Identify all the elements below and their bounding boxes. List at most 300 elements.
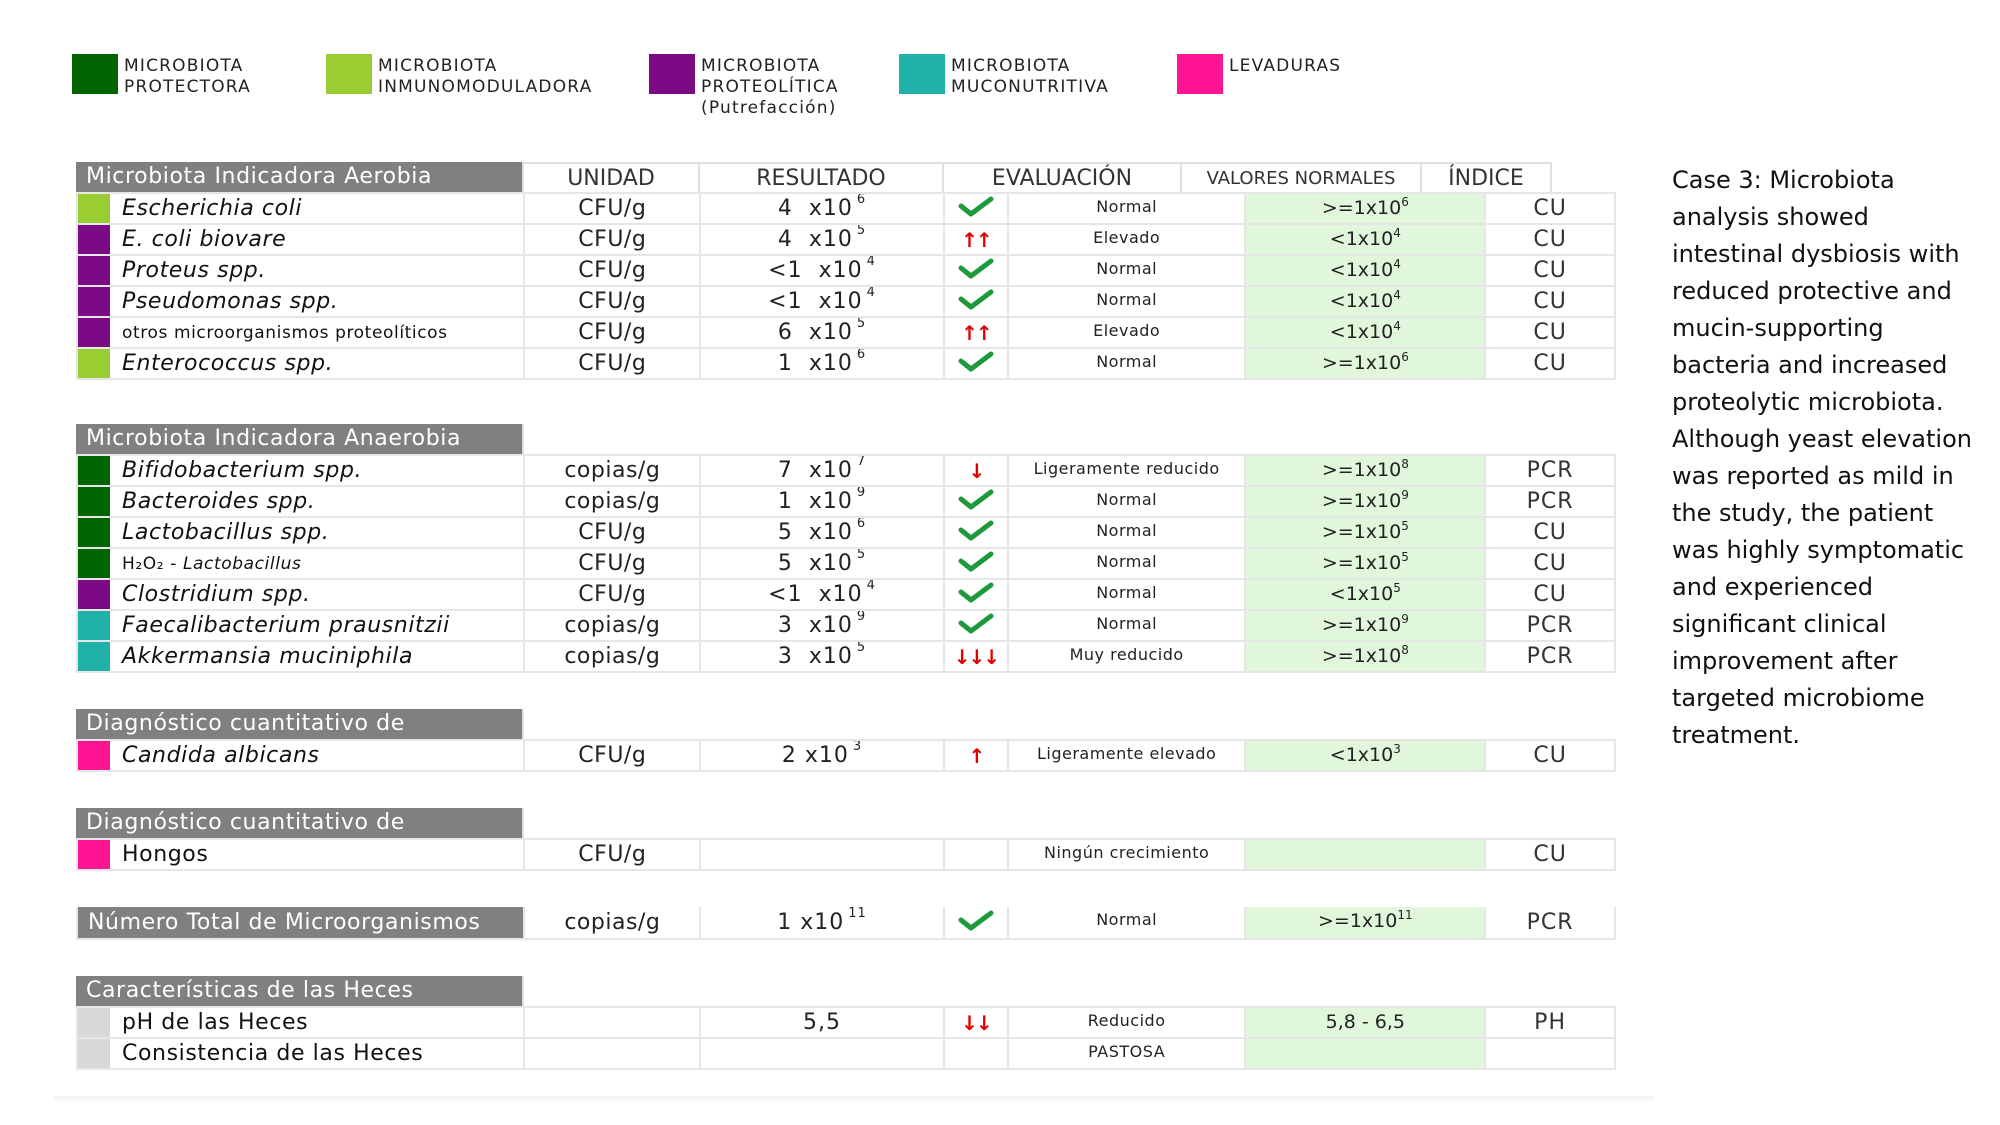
- normal-value: >=1x10: [1321, 614, 1402, 636]
- normal-exponent: 6: [1401, 195, 1409, 209]
- unit-cell: CFU/g: [525, 225, 701, 254]
- index-cell: CU: [1486, 580, 1616, 609]
- status-icon-cell: [945, 287, 1009, 316]
- legend-label: MICROBIOTA INMUNOMODULADORA: [378, 56, 593, 97]
- section-title: Características de las Heces: [76, 976, 524, 1006]
- result-exponent: 6: [856, 194, 867, 207]
- index-cell: CU: [1486, 318, 1616, 347]
- normal-value: >=1x10: [1321, 645, 1402, 667]
- status-icon-cell: [945, 349, 1009, 378]
- organism-cell: [78, 518, 525, 547]
- index-cell: CU: [1486, 549, 1616, 578]
- organism-name-part: Proteus spp.: [122, 258, 266, 283]
- evaluation-cell: Normal: [1009, 287, 1247, 316]
- section-gap: [76, 772, 1616, 808]
- organism-cell: [78, 907, 525, 938]
- normal-exponent: 4: [1393, 288, 1401, 302]
- normal-value: >=1x10: [1321, 197, 1402, 219]
- result-cell: [701, 518, 945, 547]
- status-icon-cell: [945, 1039, 1009, 1068]
- organism-name-part: Hongos: [122, 842, 209, 867]
- normal-exponent: 9: [1401, 612, 1409, 626]
- category-swatch: [78, 580, 110, 609]
- result-cell: [701, 287, 945, 316]
- category-swatch: [78, 194, 110, 223]
- result-value: [768, 582, 876, 607]
- unit-cell: CFU/g: [525, 287, 701, 316]
- table-row: [76, 285, 1616, 316]
- result-cell: [701, 611, 945, 640]
- table-row: [76, 192, 1616, 223]
- status-icon-cell: [945, 225, 1009, 254]
- status-icon-cell: [945, 256, 1009, 285]
- result-cell: [701, 225, 945, 254]
- index-cell: PCR: [1486, 642, 1616, 671]
- table-row: [76, 254, 1616, 285]
- normal-exponent: 5: [1393, 581, 1401, 595]
- result-mantissa: <1 x10: [768, 289, 863, 314]
- index-cell: PCR: [1486, 907, 1616, 938]
- section-header: [76, 976, 1616, 1006]
- legend-swatch: [649, 54, 695, 94]
- column-header-unit: UNIDAD: [524, 162, 700, 192]
- evaluation-cell: Normal: [1009, 349, 1247, 378]
- checkmark-icon: [958, 581, 994, 609]
- normal-values-cell: [1246, 741, 1486, 770]
- organism-name-part: Clostridium spp.: [122, 582, 311, 607]
- result-cell: [701, 549, 945, 578]
- table-row: [76, 223, 1616, 254]
- organism-name-part: Número Total de Microorganismos: [88, 910, 481, 935]
- status-icon-cell: [945, 642, 1009, 671]
- normal-values-cell: [1246, 194, 1486, 223]
- result-exponent: 4: [866, 256, 876, 269]
- result-cell: [701, 1039, 945, 1068]
- table-row: [76, 516, 1616, 547]
- evaluation-cell: Normal: [1009, 194, 1247, 223]
- organism-name: [122, 489, 315, 514]
- legend-label: LEVADURAS: [1229, 56, 1342, 76]
- organism-cell: [78, 318, 525, 347]
- normal-value: >=1x10: [1318, 910, 1398, 932]
- result-value: [803, 1010, 841, 1035]
- legend-item: [899, 54, 1109, 98]
- status-icon-cell: [945, 549, 1009, 578]
- index-cell: [1486, 1039, 1616, 1068]
- result-exponent: 5: [856, 549, 867, 562]
- section-header: [76, 808, 1616, 838]
- unit-cell: CFU/g: [525, 349, 701, 378]
- normal-value: >=1x10: [1321, 521, 1402, 543]
- arrow-down-icon: ↓: [968, 458, 984, 483]
- result-value: [778, 644, 866, 669]
- organism-name-part: pH de las Heces: [122, 1010, 309, 1035]
- unit-cell: copias/g: [525, 611, 701, 640]
- table-row: [76, 838, 1616, 871]
- result-value: [782, 743, 862, 768]
- table-row: [76, 640, 1616, 673]
- normal-exponent: 5: [1401, 550, 1409, 564]
- microbiota-report-table: [76, 162, 1616, 1070]
- table-row: [76, 609, 1616, 640]
- status-icon-cell: [945, 318, 1009, 347]
- status-icon-cell: [945, 907, 1009, 938]
- organism-name-part: Bacteroides spp.: [122, 489, 316, 514]
- normal-values-cell: [1246, 456, 1486, 485]
- organism-name: [122, 289, 338, 314]
- organism-name: [122, 258, 266, 283]
- result-value: [778, 520, 866, 545]
- organism-name: [122, 842, 208, 867]
- result-cell: [701, 349, 945, 378]
- evaluation-cell: Normal: [1009, 518, 1247, 547]
- result-exponent: 4: [866, 580, 876, 593]
- result-mantissa: 2 x10: [781, 743, 849, 768]
- evaluation-cell: Ligeramente elevado: [1009, 741, 1247, 770]
- table-row: [76, 739, 1616, 772]
- normal-exponent: 4: [1393, 257, 1401, 271]
- organism-name: [122, 458, 362, 483]
- result-value: [778, 351, 866, 376]
- result-mantissa: <1 x10: [768, 258, 863, 283]
- category-swatch: [78, 318, 110, 347]
- normal-values-cell: [1246, 840, 1486, 869]
- result-exponent: 11: [848, 907, 867, 921]
- normal-values-cell: [1246, 318, 1486, 347]
- normal-values-cell: [1246, 487, 1486, 516]
- organism-name: [122, 613, 450, 638]
- status-icon-cell: [945, 456, 1009, 485]
- legend-swatch: [899, 54, 945, 94]
- report-section: [76, 162, 1616, 380]
- table-row: [76, 485, 1616, 516]
- result-value: [778, 227, 866, 252]
- result-value: [778, 613, 866, 638]
- double-arrow-up-icon: ↑↑: [961, 227, 991, 252]
- result-cell: [701, 840, 945, 869]
- table-row: [76, 1037, 1616, 1070]
- organism-name: [78, 910, 481, 935]
- result-cell: [701, 642, 945, 671]
- result-mantissa: 6 x10: [777, 320, 853, 345]
- normal-value: >=1x10: [1321, 459, 1402, 481]
- unit-cell: [525, 1039, 701, 1068]
- normal-values-cell: [1246, 611, 1486, 640]
- unit-cell: CFU/g: [525, 840, 701, 869]
- figure-caption: Case 3: Microbiota analysis showed intestinal dysbiosis with reduced protective and mucin-supporting bacteria and increased proteolytic microbiota. Although yeast elevation was reported as mild in the study, the patient was highly symptomatic and experienced significant clinical improvement after targeted microbiome treatment.: [1672, 166, 1972, 749]
- table-row: [76, 316, 1616, 347]
- organism-name: [122, 743, 320, 768]
- organism-cell: [78, 1008, 525, 1037]
- index-cell: PCR: [1486, 487, 1616, 516]
- evaluation-cell: PASTOSA: [1009, 1039, 1247, 1068]
- normal-value: >=1x10: [1321, 552, 1402, 574]
- checkmark-icon: [958, 909, 994, 937]
- index-cell: CU: [1486, 194, 1616, 223]
- section-gap: [76, 380, 1616, 424]
- total-section: [76, 907, 1616, 940]
- index-cell: PH: [1486, 1008, 1616, 1037]
- result-mantissa: 3 x10: [777, 613, 853, 638]
- result-cell: [701, 741, 945, 770]
- organism-cell: [78, 642, 525, 671]
- normal-value: >=1x10: [1321, 352, 1402, 374]
- normal-exponent: 9: [1401, 488, 1409, 502]
- result-cell: [701, 318, 945, 347]
- unit-cell: copias/g: [525, 642, 701, 671]
- normal-value: <1x10: [1329, 321, 1394, 343]
- category-swatch: [78, 642, 110, 671]
- result-mantissa: 5,5: [803, 1010, 842, 1035]
- legend-label: MICROBIOTA PROTEOLÍTICA (Putrefacción): [701, 56, 839, 118]
- status-icon-cell: [945, 1008, 1009, 1037]
- result-mantissa: 1 x10: [777, 351, 853, 376]
- result-cell: [701, 256, 945, 285]
- result-cell: [701, 194, 945, 223]
- legend-label: MICROBIOTA MUCONUTRITIVA: [951, 56, 1109, 97]
- stool-section: [76, 976, 1616, 1070]
- category-swatch: [78, 256, 110, 285]
- organism-name: [122, 196, 302, 221]
- status-icon-cell: [945, 741, 1009, 770]
- checkmark-icon: [958, 195, 994, 223]
- organism-name-part: Enterococcus spp.: [122, 351, 334, 376]
- result-value: [778, 551, 866, 576]
- report-section: [76, 808, 1616, 871]
- result-exponent: 6: [856, 349, 867, 362]
- unit-cell: copias/g: [525, 907, 701, 938]
- section-gap: [76, 673, 1616, 709]
- index-cell: PCR: [1486, 611, 1616, 640]
- category-swatch: [78, 456, 110, 485]
- report-section: [76, 424, 1616, 673]
- normal-exponent: 4: [1393, 226, 1401, 240]
- result-value: [768, 258, 876, 283]
- organism-name-part: Faecalibacterium prausnitzii: [122, 613, 450, 638]
- status-icon-cell: [945, 580, 1009, 609]
- page-bottom-edge: [54, 1096, 1654, 1104]
- normal-value: <1x10: [1329, 744, 1394, 766]
- checkmark-icon: [958, 519, 994, 547]
- index-cell: CU: [1486, 349, 1616, 378]
- organism-name: [122, 1041, 423, 1066]
- organism-name: [122, 644, 413, 669]
- evaluation-cell: Elevado: [1009, 318, 1247, 347]
- normal-value: <1x10: [1329, 228, 1394, 250]
- result-exponent: 9: [856, 611, 867, 624]
- normal-exponent: 6: [1401, 350, 1409, 364]
- column-header-result: RESULTADO: [700, 162, 944, 192]
- table-row: [76, 578, 1616, 609]
- normal-values-cell: [1246, 1008, 1486, 1037]
- normal-value: >=1x10: [1321, 490, 1402, 512]
- section-title: Microbiota Indicadora Anaerobia: [76, 424, 524, 454]
- unit-cell: CFU/g: [525, 580, 701, 609]
- evaluation-cell: Normal: [1009, 611, 1247, 640]
- legend-item: [1177, 54, 1341, 94]
- normal-exponent: 8: [1401, 457, 1409, 471]
- result-mantissa: 4 x10: [777, 227, 853, 252]
- result-value: [768, 289, 876, 314]
- result-exponent: 5: [856, 318, 867, 331]
- normal-values-cell: [1246, 1039, 1486, 1068]
- organism-name: [122, 1010, 308, 1035]
- checkmark-icon: [958, 612, 994, 640]
- organism-cell: [78, 456, 525, 485]
- result-value: [777, 907, 867, 935]
- result-exponent: 6: [856, 518, 867, 531]
- checkmark-icon: [958, 288, 994, 316]
- result-exponent: 4: [866, 287, 876, 300]
- normal-values-cell: [1246, 907, 1486, 938]
- evaluation-cell: Elevado: [1009, 225, 1247, 254]
- result-mantissa: 5 x10: [777, 520, 853, 545]
- normal-value: <1x10: [1329, 290, 1394, 312]
- organism-name-part: Akkermansia muciniphila: [122, 644, 414, 669]
- normal-values-cell: [1246, 642, 1486, 671]
- legend-swatch: [326, 54, 372, 94]
- legend-item: [649, 54, 839, 119]
- legend-item: [72, 54, 251, 98]
- result-value: [778, 489, 866, 514]
- organism-cell: [78, 349, 525, 378]
- checkmark-icon: [958, 550, 994, 578]
- arrow-up-icon: ↑: [968, 743, 984, 768]
- evaluation-cell: Normal: [1009, 907, 1247, 938]
- organism-name-part: Consistencia de las Heces: [122, 1041, 424, 1066]
- normal-values-cell: [1246, 225, 1486, 254]
- normal-exponent: 4: [1393, 319, 1401, 333]
- evaluation-cell: Normal: [1009, 256, 1247, 285]
- status-icon-cell: [945, 518, 1009, 547]
- legend-swatch: [1177, 54, 1223, 94]
- status-icon-cell: [945, 611, 1009, 640]
- index-cell: CU: [1486, 225, 1616, 254]
- section-header: [76, 162, 1616, 192]
- organism-name-part: E. coli biovare: [122, 227, 287, 252]
- organism-name-italic: Lactobacillus: [182, 553, 302, 574]
- legend-swatch: [72, 54, 118, 94]
- result-cell: [701, 1008, 945, 1037]
- evaluation-cell: Ligeramente reducido: [1009, 456, 1247, 485]
- checkmark-icon: [958, 350, 994, 378]
- result-mantissa: 3 x10: [777, 644, 853, 669]
- index-cell: CU: [1486, 256, 1616, 285]
- unit-cell: CFU/g: [525, 741, 701, 770]
- organism-name-part: Escherichia coli: [122, 196, 303, 221]
- evaluation-cell: Normal: [1009, 580, 1247, 609]
- result-mantissa: 4 x10: [777, 196, 853, 221]
- section-header: [76, 424, 1616, 454]
- index-cell: CU: [1486, 518, 1616, 547]
- result-exponent: 5: [856, 225, 867, 238]
- organism-cell: [78, 1039, 525, 1068]
- category-swatch: [78, 611, 110, 640]
- section-gap: [76, 871, 1616, 907]
- organism-cell: [78, 741, 525, 770]
- checkmark-icon: [958, 257, 994, 285]
- result-value: [778, 196, 866, 221]
- double-arrow-down-icon: ↓↓: [961, 1010, 991, 1035]
- result-value: [778, 458, 866, 483]
- category-swatch: [78, 1039, 110, 1068]
- index-cell: CU: [1486, 741, 1616, 770]
- normal-values-cell: [1246, 580, 1486, 609]
- organism-name-part: Bifidobacterium spp.: [122, 458, 363, 483]
- status-icon-cell: [945, 194, 1009, 223]
- result-cell: [701, 907, 945, 938]
- table-row: [76, 547, 1616, 578]
- normal-exponent: 3: [1393, 742, 1401, 756]
- result-exponent: 7: [856, 456, 867, 469]
- index-cell: CU: [1486, 840, 1616, 869]
- column-header-index: ÍNDICE: [1422, 162, 1552, 192]
- organism-cell: [78, 840, 525, 869]
- legend-label: MICROBIOTA PROTECTORA: [124, 56, 251, 97]
- unit-cell: CFU/g: [525, 318, 701, 347]
- result-mantissa: 5 x10: [777, 551, 853, 576]
- result-mantissa: <1 x10: [768, 582, 863, 607]
- result-value: [778, 320, 866, 345]
- organism-name: [122, 554, 301, 574]
- organism-cell: [78, 256, 525, 285]
- organism-cell: [78, 225, 525, 254]
- unit-cell: copias/g: [525, 456, 701, 485]
- checkmark-icon: [958, 488, 994, 516]
- table-row: [76, 347, 1616, 380]
- result-exponent: 9: [856, 487, 867, 500]
- status-icon-cell: [945, 487, 1009, 516]
- table-row: [76, 1006, 1616, 1037]
- index-cell: PCR: [1486, 456, 1616, 485]
- unit-cell: CFU/g: [525, 194, 701, 223]
- result-mantissa: 1 x10: [777, 489, 853, 514]
- organism-name: [122, 520, 329, 545]
- normal-values-cell: [1246, 549, 1486, 578]
- section-gap: [76, 940, 1616, 976]
- normal-values-cell: [1246, 256, 1486, 285]
- result-cell: [701, 487, 945, 516]
- legend-item: [326, 54, 592, 98]
- unit-cell: [525, 1008, 701, 1037]
- organism-name-part: otros microorganismos proteolíticos: [122, 322, 448, 343]
- normal-values-cell: [1246, 287, 1486, 316]
- normal-exponent: 8: [1401, 643, 1409, 657]
- organism-name-part: H₂O₂ -: [122, 553, 183, 574]
- organism-cell: [78, 487, 525, 516]
- evaluation-cell: Ningún crecimiento: [1009, 840, 1247, 869]
- column-header-normal-values: VALORES NORMALES: [1182, 162, 1422, 192]
- evaluation-cell: Normal: [1009, 549, 1247, 578]
- category-swatch: [78, 518, 110, 547]
- result-mantissa: 7 x10: [777, 458, 853, 483]
- normal-values-cell: [1246, 518, 1486, 547]
- organism-name-part: Lactobacillus spp.: [122, 520, 330, 545]
- evaluation-cell: Normal: [1009, 487, 1247, 516]
- organism-name-part: Candida albicans: [122, 743, 320, 768]
- unit-cell: CFU/g: [525, 549, 701, 578]
- report-section: [76, 709, 1616, 772]
- category-swatch: [78, 840, 110, 869]
- normal-value: <1x10: [1329, 583, 1394, 605]
- evaluation-cell: Muy reducido: [1009, 642, 1247, 671]
- category-swatch: [78, 741, 110, 770]
- organism-cell: [78, 549, 525, 578]
- organism-cell: [78, 287, 525, 316]
- organism-name: [122, 227, 286, 252]
- status-icon-cell: [945, 840, 1009, 869]
- normal-value: <1x10: [1329, 259, 1394, 281]
